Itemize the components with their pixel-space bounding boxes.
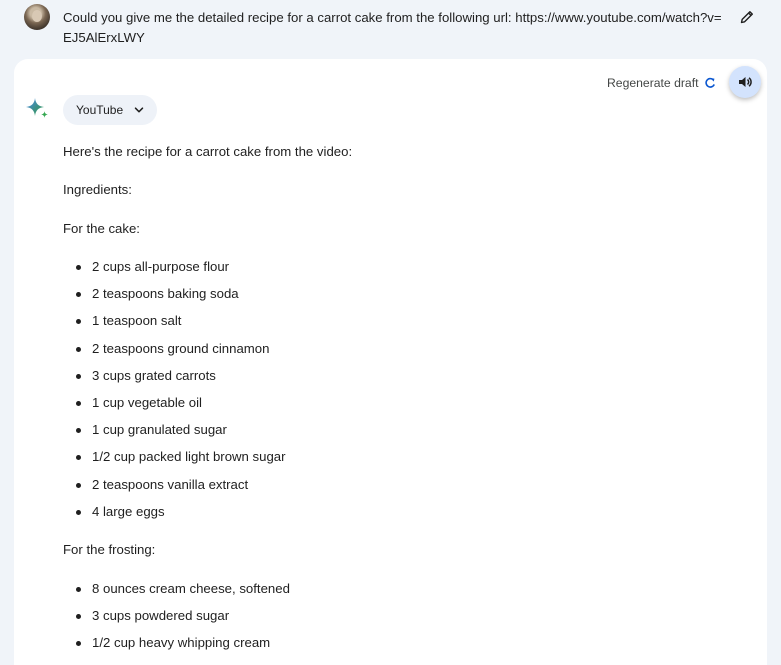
list-item-text: 1/2 cup packed light brown sugar bbox=[92, 449, 286, 465]
user-prompt-row bbox=[0, 0, 781, 56]
list-item bbox=[63, 284, 286, 311]
list-item bbox=[63, 606, 290, 633]
list-item-text: 2 cups all-purpose flour bbox=[92, 259, 230, 274]
list-item bbox=[63, 579, 290, 606]
user-avatar[interactable] bbox=[24, 4, 50, 30]
ingredients-heading: Ingredients: bbox=[63, 182, 132, 197]
list-item-text: 4 large eggs bbox=[92, 503, 165, 519]
bullet bbox=[76, 319, 81, 324]
speaker-icon bbox=[737, 74, 753, 90]
list-item bbox=[63, 311, 286, 338]
list-item bbox=[63, 366, 286, 393]
listen-button[interactable] bbox=[729, 66, 761, 98]
cake-ingredients-list bbox=[63, 257, 286, 529]
bullet bbox=[76, 292, 81, 297]
list-item bbox=[63, 339, 286, 366]
bullet bbox=[76, 428, 81, 433]
avatar-face bbox=[32, 10, 42, 22]
sparkle-icon bbox=[26, 98, 50, 122]
list-item-text: 1 cup granulated sugar bbox=[92, 422, 227, 438]
bullet bbox=[76, 347, 81, 352]
list-item bbox=[63, 502, 286, 529]
bullet bbox=[76, 483, 81, 488]
regenerate-draft-button[interactable] bbox=[607, 75, 716, 91]
bullet bbox=[76, 641, 81, 646]
cake-heading: For the cake: bbox=[63, 221, 140, 236]
list-item-text: 3 cups powdered sugar bbox=[92, 608, 230, 624]
pencil-icon bbox=[739, 9, 755, 25]
source-chip-youtube[interactable] bbox=[63, 95, 157, 125]
chevron-down-icon bbox=[133, 104, 145, 116]
user-prompt-text: Could you give me the detailed recipe for a carrot cake from the following url: https://www.youtube.com/watch?v=EJ5AlErxLWY bbox=[63, 10, 722, 45]
bullet bbox=[76, 510, 81, 515]
list-item-text: 2 teaspoons baking soda bbox=[92, 286, 239, 302]
regenerate-draft-label: Regenerate draft bbox=[607, 76, 699, 90]
list-item bbox=[63, 633, 290, 660]
refresh-icon bbox=[704, 77, 716, 89]
response-intro: Here's the recipe for a carrot cake from the video: bbox=[63, 144, 353, 159]
list-item-text: 1/2 cup heavy whipping cream bbox=[92, 635, 271, 651]
source-chip-label: YouTube bbox=[76, 103, 124, 117]
list-item-text: 1 cup vegetable oil bbox=[92, 394, 202, 410]
list-item-text: 3 cups grated carrots bbox=[92, 367, 216, 383]
list-item bbox=[63, 257, 286, 284]
bullet bbox=[76, 614, 81, 619]
bullet bbox=[76, 374, 81, 379]
list-item-text: 2 teaspoons ground cinnamon bbox=[92, 340, 270, 356]
list-item bbox=[63, 420, 286, 447]
list-item-text: 2 teaspoons vanilla extract bbox=[92, 476, 249, 492]
list-item bbox=[63, 475, 286, 502]
list-item bbox=[63, 447, 286, 474]
bullet bbox=[76, 401, 81, 406]
frosting-heading: For the frosting: bbox=[63, 542, 156, 557]
bullet bbox=[76, 265, 81, 270]
bullet bbox=[76, 455, 81, 460]
edit-prompt-button[interactable] bbox=[736, 6, 758, 28]
list-item bbox=[63, 393, 286, 420]
list-item-text: 8 ounces cream cheese, softened bbox=[92, 581, 290, 596]
bullet bbox=[76, 587, 81, 592]
frosting-ingredients-list bbox=[63, 579, 290, 661]
list-item-text: 1 teaspoon salt bbox=[92, 313, 182, 329]
response-card bbox=[14, 59, 767, 665]
